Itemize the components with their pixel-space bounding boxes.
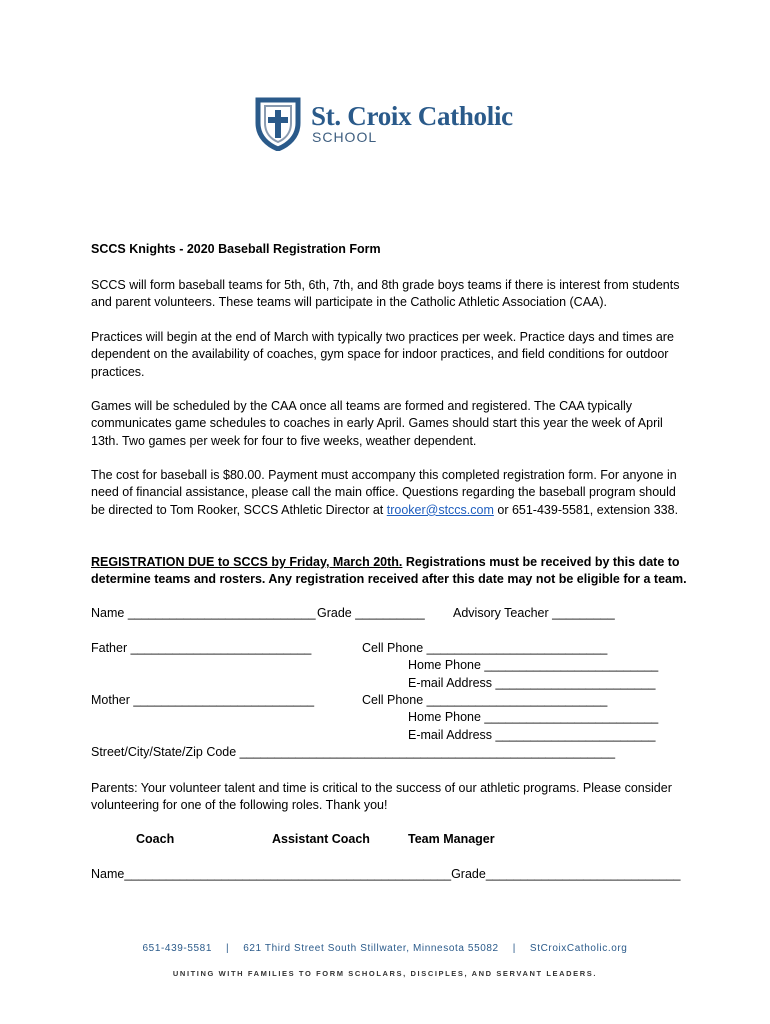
volunteer-name-grade-field[interactable]: Name_______________________________________________Grade____________________________ [91, 867, 681, 881]
grade-field[interactable]: Grade __________ [317, 606, 425, 620]
father-name-field[interactable]: Father __________________________ [91, 641, 312, 655]
mother-cell-field[interactable]: Cell Phone __________________________ [362, 693, 608, 707]
cost-text: The cost for baseball is $80.00. Payment must accompany this completed registration form. For anyone in need of financial assistance, please call the main office. Questions regarding the baseball program should be directed to Tom Rooker, SCCS Athletic Director at [91, 468, 677, 517]
games-paragraph: Games will be scheduled by the CAA once all teams are formed and registered. The CAA typically communicates game schedules to coaches in early April. Games should start this year the week of April 13th. Two games per week for four to five weeks, weather dependent. [91, 399, 663, 448]
deadline-underlined: REGISTRATION DUE to SCCS by Friday, March 20th. [91, 555, 403, 569]
logo-school-subtitle: SCHOOL [312, 129, 378, 145]
shield-cross-icon [255, 97, 301, 151]
mother-home-field[interactable]: Home Phone _________________________ [408, 710, 659, 724]
volunteer-paragraph: Parents: Your volunteer talent and time is critical to the success of our athletic programs. Please consider volunteering for one of the following roles. Thank you! [91, 781, 672, 813]
footer-tagline: UNITING WITH FAMILIES TO FORM SCHOLARS, DISCIPLES, AND SERVANT LEADERS. [172, 969, 598, 978]
father-home-field[interactable]: Home Phone _________________________ [408, 658, 659, 672]
deadline-paragraph [91, 554, 691, 589]
school-logo [255, 97, 525, 153]
father-email-field[interactable]: E-mail Address _______________________ [408, 676, 656, 690]
role-assistant-coach[interactable]: Assistant Coach [272, 832, 370, 846]
cost-paragraph [91, 467, 691, 519]
intro-paragraph: SCCS will form baseball teams for 5th, 6th, 7th, and 8th grade boys teams if there is interest from students and parent volunteers. These teams will participate in the Catholic Athletic Association (CAA). [91, 278, 680, 310]
footer-separator: | [512, 943, 516, 954]
mother-email-field[interactable]: E-mail Address _______________________ [408, 728, 656, 742]
advisory-teacher-field[interactable]: Advisory Teacher _________ [453, 606, 615, 620]
player-name-field[interactable]: Name ___________________________ [91, 606, 316, 620]
role-coach[interactable]: Coach [136, 832, 175, 846]
footer-separator: | [226, 943, 230, 954]
role-team-manager[interactable]: Team Manager [408, 832, 495, 846]
address-field[interactable]: Street/City/State/Zip Code ______________________________________________________ [91, 745, 616, 759]
footer-website[interactable]: StCroixCatholic.org [529, 943, 628, 954]
mother-name-field[interactable]: Mother __________________________ [91, 693, 315, 707]
email-link[interactable]: trooker@stccs.com [386, 502, 494, 517]
footer-phone: 651-439-5581 [142, 943, 212, 954]
logo-school-name: St. Croix Catholic [311, 101, 513, 131]
practices-paragraph: Practices will begin at the end of March with typically two practices per week. Practice days and times are dependent on the availability of coaches, gym space for indoor practices, and field conditions for outdoor practices. [91, 330, 674, 379]
cost-text-end: or 651-439-5581, extension 338. [493, 502, 679, 517]
footer-address: 621 Third Street South Stillwater, Minnesota 55082 [243, 943, 499, 954]
father-cell-field[interactable]: Cell Phone __________________________ [362, 641, 608, 655]
deadline-rest: Registrations must be received by this date to determine teams and rosters. Any registration received after this date may not be eligible for a team. [91, 555, 687, 587]
footer-contact [0, 943, 770, 954]
form-title: SCCS Knights - 2020 Baseball Registration Form [91, 242, 381, 256]
